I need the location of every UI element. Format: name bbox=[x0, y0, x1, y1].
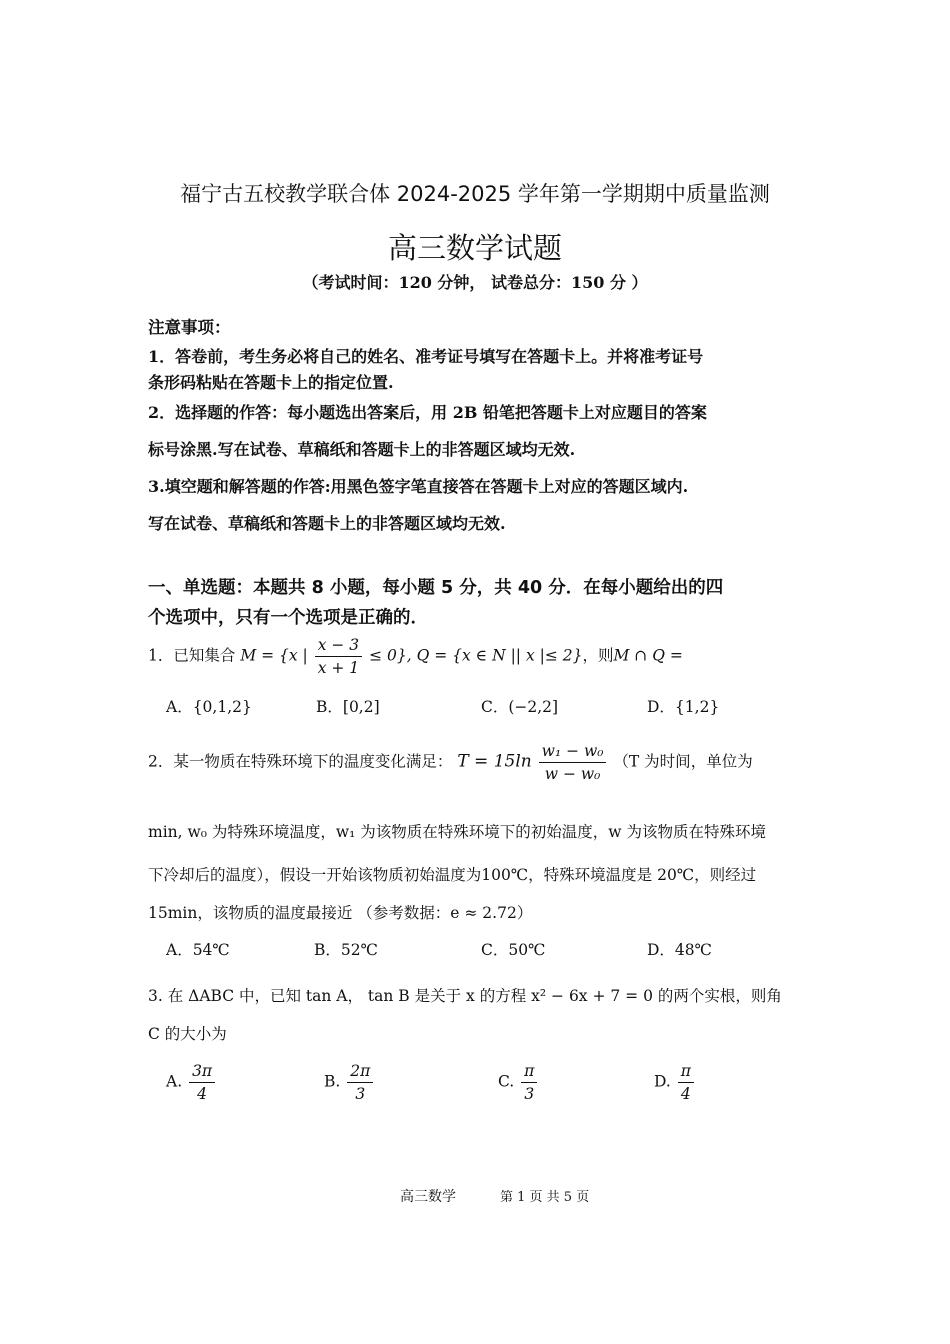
q1-set-m-start: M = {x | bbox=[240, 646, 308, 665]
exam-header-title: 福宁古五校教学联合体 2024-2025 学年第一学期期中质量监测 bbox=[180, 182, 770, 206]
q1-set-m-end: ≤ 0}, Q = {x ∈ N || x |≤ 2} bbox=[369, 646, 583, 665]
footer-page-number: 第 1 页 共 5 页 bbox=[500, 1190, 590, 1205]
q2-frac-denominator: w − w₀ bbox=[544, 765, 601, 783]
q1-suffix: ，则 bbox=[582, 646, 614, 665]
q1-option-d: D．{1,2} bbox=[647, 698, 720, 716]
q3-option-b-den: 3 bbox=[355, 1085, 366, 1103]
q3-line1: 3. 在 ΔABC 中，已知 tan A， tan B 是关于 x 的方程 x² − 6x + 7 = 0 的两个实根，则角 bbox=[148, 987, 782, 1005]
q3-option-b-fraction bbox=[347, 1060, 373, 1105]
q3-option-d-label: D. bbox=[654, 1072, 671, 1091]
q3-option-a-label: A. bbox=[166, 1072, 183, 1091]
q2-option-c: C．50℃ bbox=[481, 941, 546, 959]
q2-frac-numerator: w₁ − w₀ bbox=[539, 740, 607, 763]
q2-line3: 下冷却后的温度），假设一开始该物质初始温度为100℃，特殊环境温度是 20℃，则经过 bbox=[148, 866, 757, 884]
notice-item-2b: 标号涂黑.写在试卷、草稿纸和答题卡上的非答题区域均无效. bbox=[148, 440, 576, 459]
q1-prefix: 1．已知集合 bbox=[148, 646, 236, 665]
question-2 bbox=[148, 740, 753, 785]
q3-option-b-label: B. bbox=[324, 1072, 341, 1091]
q3-option-d-den: 4 bbox=[680, 1085, 691, 1103]
notice-item-1a: 1．答卷前，考生务必将自己的姓名、准考证号填写在答题卡上。并将准考证号 bbox=[148, 347, 704, 366]
q2-option-a: A．54℃ bbox=[166, 941, 230, 959]
q3-line2: C 的大小为 bbox=[148, 1025, 227, 1043]
q3-option-c-den: 3 bbox=[524, 1085, 535, 1103]
exam-time-info: （考试时间：120 分钟， 试卷总分：150 分 ） bbox=[302, 273, 648, 292]
q2-prefix: 2．某一物质在特殊环境下的温度变化满足： bbox=[148, 752, 453, 771]
q3-option-b bbox=[324, 1060, 375, 1105]
notice-item-3a: 3.填空题和解答题的作答:用黑色签字笔直接答在答题卡上对应的答题区域内. bbox=[148, 477, 689, 496]
q2-fraction bbox=[539, 740, 607, 785]
notice-item-2a: 2．选择题的作答：每小题选出答案后，用 2B 铅笔把答题卡上对应题目的答案 bbox=[148, 403, 707, 422]
section-heading-line2: 个选项中，只有一个选项是正确的． bbox=[148, 608, 428, 628]
exam-subject-title: 高三数学试题 bbox=[387, 231, 562, 265]
notice-item-3b: 写在试卷、草稿纸和答题卡上的非答题区域均无效. bbox=[148, 514, 506, 533]
q1-option-b: B．[0,2] bbox=[316, 698, 380, 716]
q1-fraction bbox=[315, 634, 362, 679]
q2-formula-lhs: T = 15ln bbox=[457, 751, 532, 772]
q3-option-c-num: π bbox=[521, 1060, 537, 1083]
q2-after-formula: （T 为时间，单位为 bbox=[613, 752, 753, 771]
q2-line4: 15min，该物质的温度最接近 （参考数据：e ≈ 2.72） bbox=[148, 904, 533, 922]
q1-frac-denominator: x + 1 bbox=[317, 659, 360, 677]
section-heading-line1: 一、单选题：本题共 8 小题，每小题 5 分，共 40 分．在每小题给出的四 bbox=[148, 578, 724, 598]
q2-option-d: D．48℃ bbox=[647, 941, 712, 959]
q3-option-d-fraction bbox=[678, 1060, 694, 1105]
q3-option-a-den: 4 bbox=[197, 1085, 208, 1103]
notice-heading: 注意事项： bbox=[148, 318, 231, 337]
q1-frac-numerator: x − 3 bbox=[315, 634, 362, 657]
q2-option-b: B．52℃ bbox=[314, 941, 378, 959]
q3-option-d bbox=[654, 1060, 696, 1105]
q3-option-a-fraction bbox=[189, 1060, 215, 1105]
footer-subject: 高三数学 bbox=[400, 1189, 456, 1205]
q3-option-b-num: 2π bbox=[347, 1060, 373, 1083]
q1-ask: M ∩ Q = bbox=[613, 646, 683, 665]
q1-option-a: A．{0,1,2} bbox=[166, 698, 252, 716]
q3-option-c bbox=[498, 1060, 539, 1105]
q1-option-c: C．(−2,2] bbox=[481, 698, 559, 716]
q3-option-d-num: π bbox=[678, 1060, 694, 1083]
notice-item-1b: 条形码粘贴在答题卡上的指定位置. bbox=[148, 373, 394, 392]
q3-option-c-label: C. bbox=[498, 1072, 515, 1091]
question-1 bbox=[148, 634, 683, 679]
q3-option-a-num: 3π bbox=[189, 1060, 215, 1083]
q3-option-a bbox=[166, 1060, 217, 1105]
q3-option-c-fraction bbox=[521, 1060, 537, 1105]
q2-line2: min, w₀ 为特殊环境温度，w₁ 为该物质在特殊环境下的初始温度，w 为该物质在特殊环境 bbox=[148, 823, 767, 841]
